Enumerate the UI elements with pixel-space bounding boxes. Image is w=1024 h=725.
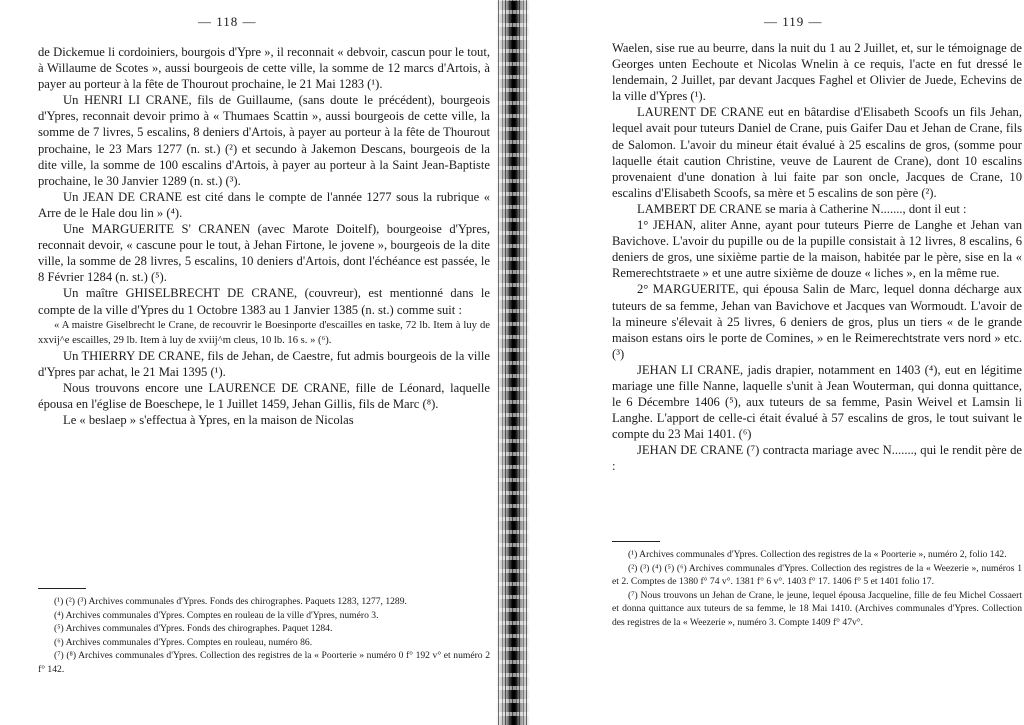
page-number-right: — 119 — <box>764 14 823 29</box>
paragraph: Nous trouvons encore une LAURENCE DE CRANE, fille de Léonard, laquelle épousa en l'église de Boeschepe, le 1 Juillet 1459, Jehan Gillis, fils de Marc (⁸). <box>38 380 490 411</box>
left-page <box>0 0 510 725</box>
body-text-left <box>38 44 490 428</box>
footnote: (⁵) Archives communales d'Ypres. Fonds des chirographes. Paquet 1284. <box>54 623 333 635</box>
paragraph: Le « beslaep » s'effectua à Ypres, en la maison de Nicolas <box>63 412 354 427</box>
page-number-left: — 118 — <box>198 14 257 29</box>
paragraph: Un THIERRY DE CRANE, fils de Jehan, de Caestre, fut admis bourgeois de la ville d'Ypres par achat, le 21 Mai 1395 (¹). <box>38 348 490 379</box>
paragraph: de Dickemue li cordoiniers, bourgois d'Ypre », il reconnait « debvoir, cascun pour le tout, à Willaume de Scotes », aussi bourgeois de cette ville, la somme de 12 marcs d'Artois, à payer au porteur à la fête de Thourout prochaine, le 21 Mai 1283 (¹). <box>38 45 490 92</box>
paragraph: Un HENRI LI CRANE, fils de Guillaume, (sans doute le précédent), bourgeois d'Ypres, reconnait devoir primo à « Thumaes Scattin », aussi bourgeois de cette ville, la somme de 7 livres, 5 escalins, 8 deniers d'Artois, à payer au porteur à la fête de Thourout prochaine, le 23 Mars 1277 (n. st.) (²) et secundo à Jakemon Descans, bourgeois de la dite ville, la somme de 100 escalins d'Artois, à payer au porteur à la Saint Jean-Baptiste prochaine, le 30 Janvier 1289 (n. st.) (³). <box>38 93 490 188</box>
footnote-rule <box>38 588 86 589</box>
paragraph: Waelen, sise rue au beurre, dans la nuit du 1 au 2 Juillet, et, sur le témoignage de Georges unten Eechoute et Nicolas Wnelin à ce requis, l'acte en fut dressé le lendemain, 2 Juillet, par devant Jacques Faghel et Olivier de Juede, Echevins de la ville d'Ypres (¹). <box>612 41 1022 104</box>
paragraph: LAURENT DE CRANE eut en bâtardise d'Elisabeth Scoofs un fils Jehan, lequel avait pour tuteurs Daniel de Crane, puis Gaifer Dau et Jehan de Crane, fils de Salomon. L'avoir du mineur était évalué à 25 escalins de gros, (somme pour laquelle était caution Christine, veuve de Laurent de Crane), dont 10 escalins provenaient d'une donation à lui faite par son oncle, Jacques de Crane, 10 escalins d'Elisabeth Scoofs, sa mère et 5 escalins de son père (²). <box>612 105 1022 200</box>
footnote: (¹) (²) (³) Archives communales d'Ypres. Fonds des chirographes. Paquets 1283, 1277, 1289. <box>54 596 407 607</box>
paragraph: Un JEAN DE CRANE est cité dans le compte de l'année 1277 sous la rubrique « Arre de le Hale dou lin » (⁴). <box>38 189 490 220</box>
paragraph: Un maître GHISELBRECHT DE CRANE, (couvreur), est mentionné dans le compte de la ville d'Ypres du 1 Octobre 1383 au 1 Janvier 1385 (n. st.) comme suit : <box>38 286 490 317</box>
paragraph: LAMBERT DE CRANE se maria à Catherine N......., dont il eut : <box>637 201 967 216</box>
body-text-right <box>612 40 1022 475</box>
footnotes-right <box>612 548 1022 630</box>
paragraph: 2° MARGUERITE, qui épousa Salin de Marc, lequel donna décharge aux tuteurs de sa femme, Jehan van Bavichove et Jacques van Wormoudt. L'avoir de la mineure s'élevait à 25 livres, 6 deniers de gros, plus un tiers « de le grande maison estans oirs le porte de Comines, » en le Reimerechtstrate vers nord » etc. (³) <box>612 282 1022 361</box>
footnote-rule <box>612 541 660 542</box>
paragraph: JEHAN DE CRANE (⁷) contracta mariage avec N......., qui le rendit père de : <box>612 443 1022 474</box>
footnote: (⁴) Archives communales d'Ypres. Comptes en rouleau de la ville d'Ypres, numéro 3. <box>54 609 379 621</box>
paragraph: JEHAN LI CRANE, jadis drapier, notamment en 1403 (⁴), eut en légitime mariage une fille Nanne, laquelle s'unit à Jean Wouterman, qui donna quittance, le 6 Décembre 1406 (⁵), aux tuteurs de sa femme, Pasin Weivel et Lamsin li Langhe. L'apport de celle-ci était évalué à 57 escalins de gros, le tout suivant le compte du 23 Mai 1401. (⁶) <box>612 362 1022 442</box>
paragraph: Une MARGUERITE S' CRANEN (avec Marote Doitelf), bourgeoise d'Ypres, reconnait devoir, « cascune pour le tout, à Jehan Firtone, le jovene », bourgeois de la dite ville, la somme de 28 livres, 5 escalins, 10 deniers d'Artois, dont l'échéance est passée, le 8 Février 1284 (n. st.) (⁵). <box>38 222 490 285</box>
right-page <box>514 0 1024 725</box>
paragraph: 1° JEHAN, aliter Anne, ayant pour tuteurs Pierre de Langhe et Jehan van Bavichove. L'avoir du pupille ou de la pupille consistait à 12 livres, 8 escalins, 6 deniers de gros, une sixième partie de la maison, habitée par le père, sise en la « Remerechtstraete » et une autre sixième de douze « liches », en la même rue. <box>612 218 1022 281</box>
footnote: (¹) Archives communales d'Ypres. Collection des registres de la « Poorterie », numéro 2, folio 142. <box>628 549 1007 560</box>
footnote: (⁷) (⁸) Archives communales d'Ypres. Collection des registres de la « Poorterie » numéro 0 f° 192 v° et numéro 2 f° 142. <box>38 650 490 675</box>
quotation: « A maistre Giselbrecht le Crane, de recouvrir le Boesinporte d'escailles en taske, 72 lb. Item à luy de xxvij^e escailles, 29 lb. Item à luy de xviij^m cleus, 10 lb. 16 s. » (⁶). <box>38 319 490 346</box>
footnotes-left <box>38 595 490 677</box>
footnote: (⁶) Archives communales d'Ypres. Comptes en rouleau, numéro 86. <box>54 636 313 648</box>
footnote: (²) (³) (⁴) (⁵) (⁶) Archives communales d'Ypres. Collection des registres de la « Weezerie », numéros 1 et 2. Comptes de 1380 f° 74 v°. 1381 f° 6 v°. 1403 f° 17. 1406 f° 5 et 1401 folio 17. <box>612 562 1022 588</box>
footnote: (⁷) Nous trouvons un Jehan de Crane, le jeune, lequel épousa Jacqueline, fille de feu Michel Cossaert et donna quittance aux tuteurs de sa femme, le 18 Mai 1410. (Archives communales d'Ypres. Collection des registres de la « Weezerie », numéro 3. Compte 1409 f° 47v°. <box>612 589 1022 628</box>
